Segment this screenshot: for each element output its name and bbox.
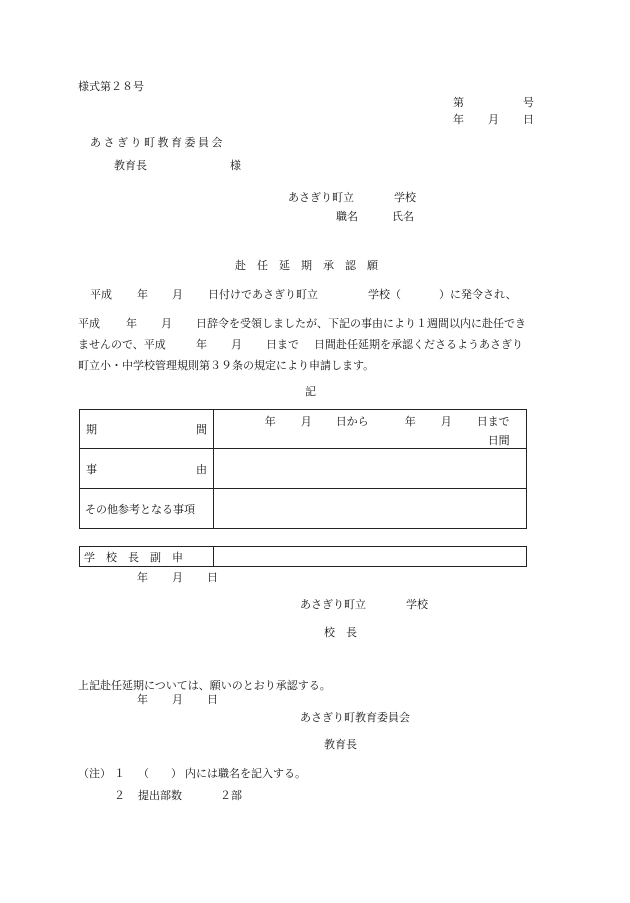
- month: 月: [172, 571, 183, 584]
- label: 学 校 長 副 申: [84, 550, 183, 564]
- school-suffix: 学校: [406, 598, 428, 611]
- table-row-other: [80, 489, 527, 529]
- year: 年: [264, 415, 276, 428]
- date-text: 日付けであさぎり町立: [208, 288, 318, 301]
- addressee-honorific: 様: [230, 159, 241, 172]
- principal-title: 校 長: [324, 626, 357, 639]
- table-row-reason: [80, 449, 527, 489]
- form-number: 様式第２８号: [78, 80, 144, 93]
- label-left: 事: [86, 462, 97, 476]
- addressee-board: あさぎり町教育委員会: [90, 136, 225, 149]
- close: ）に発令され、: [439, 288, 517, 301]
- approval-text: 上記赴任延期については、願いのとおり承認する。: [78, 679, 331, 692]
- year: 年: [137, 693, 148, 706]
- month: 月: [300, 415, 312, 428]
- applicant-name: 氏名: [392, 210, 414, 223]
- note-number: ２: [114, 789, 125, 802]
- applicant-school-prefix: あさぎり町立: [288, 191, 354, 204]
- doc-date-month: 月: [488, 113, 499, 126]
- note-text: 提出部数: [138, 789, 182, 802]
- text1: ませんので、平成: [78, 338, 166, 351]
- doc-no-prefix: 第: [453, 96, 464, 109]
- principal-label-cell: [80, 547, 214, 567]
- reason-label-cell: [80, 449, 214, 489]
- year: 年: [404, 415, 416, 428]
- ki-heading: 記: [305, 385, 316, 398]
- approval-board: あさぎり町教育委員会: [300, 711, 410, 724]
- doc-date-day: 日: [523, 113, 534, 126]
- era: 平成: [78, 317, 100, 330]
- year: 年: [137, 288, 148, 301]
- day: 日: [207, 693, 218, 706]
- applicant-position: 職名: [336, 210, 358, 223]
- school-prefix: あさぎり町立: [300, 598, 366, 611]
- label-right: 間: [196, 423, 207, 436]
- note-label: （注）: [78, 767, 111, 780]
- principal-value-cell: [213, 547, 526, 567]
- note-number: １: [114, 767, 125, 780]
- to-day: 日まで: [476, 415, 510, 428]
- reason-value-cell: [213, 449, 526, 489]
- month: 月: [172, 693, 183, 706]
- page-title: 赴 任 延 期 承 認 願: [235, 259, 378, 272]
- principal-table: [79, 546, 527, 567]
- note-count: ２部: [220, 789, 242, 802]
- note-paren: （ ）: [138, 767, 182, 780]
- other-value-cell: [213, 489, 526, 529]
- text3: 日間赴任延期を承認くださるようあさぎり: [314, 338, 523, 351]
- application-table: [79, 409, 527, 529]
- month: 月: [440, 415, 452, 428]
- month: 月: [172, 288, 183, 301]
- label-right: 由: [196, 462, 207, 476]
- era: 平成: [90, 288, 112, 301]
- school: 学校（: [368, 288, 401, 301]
- text2: 日まで: [266, 338, 299, 351]
- day: 日: [207, 571, 218, 584]
- approval-title: 教育長: [324, 738, 357, 751]
- days: 日間: [487, 434, 510, 447]
- doc-date-year: 年: [453, 113, 464, 126]
- from-day: 日から: [335, 415, 369, 428]
- addressee-title: 教育長: [114, 159, 147, 172]
- other-label-cell: [80, 489, 214, 529]
- month: 月: [161, 317, 172, 330]
- applicant-school-suffix: 学校: [394, 191, 416, 204]
- year: 年: [126, 317, 137, 330]
- label: その他参考となる事項: [85, 502, 195, 516]
- body-line-4: 町立小・中学校管理規則第３９条の規定により申請します。: [78, 359, 375, 372]
- period-label-cell: [80, 410, 214, 449]
- year: 年: [196, 338, 207, 351]
- month: 月: [231, 338, 242, 351]
- period-value-cell: [213, 410, 526, 449]
- note-text: 内には職名を記入する。: [185, 767, 306, 780]
- table-row-period: [80, 410, 527, 449]
- label-left: 期: [86, 423, 97, 436]
- doc-no-suffix: 号: [523, 96, 534, 109]
- text: 日辞令を受領しましたが、下記の事由により１週間以内に赴任でき: [196, 317, 526, 330]
- year: 年: [137, 571, 148, 584]
